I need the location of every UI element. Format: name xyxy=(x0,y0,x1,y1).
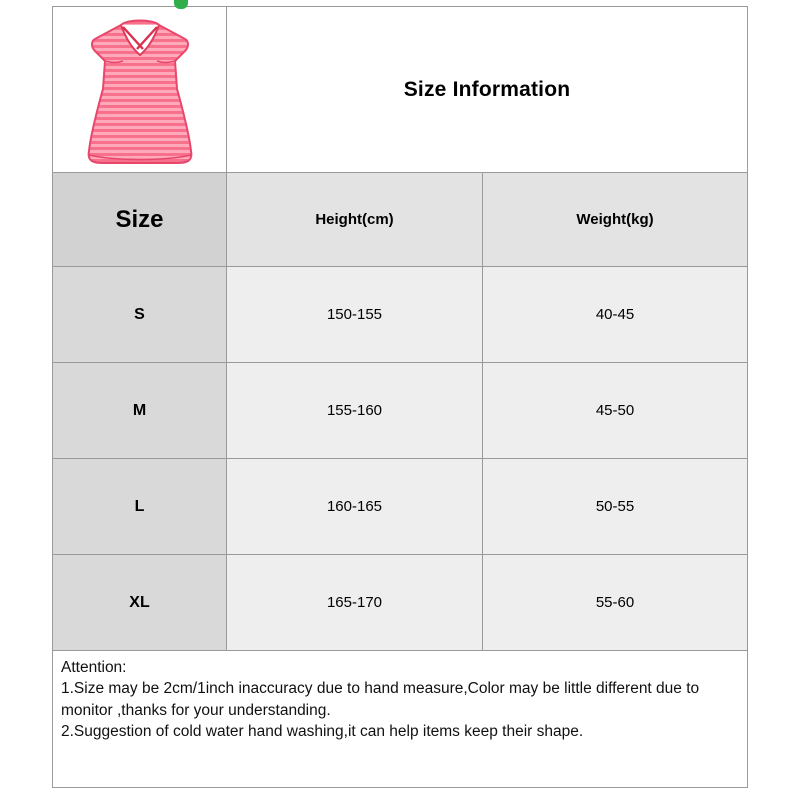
cell-weight: 40-45 xyxy=(483,267,747,363)
table-row xyxy=(53,363,747,459)
cell-size: M xyxy=(53,363,227,459)
cell-size: S xyxy=(53,267,227,363)
page-title: Size Information xyxy=(403,77,571,101)
attention-line-1: 1.Size may be 2cm/1inch inaccuracy due to hand measure,Color may be little different due to monitor ,thanks for your understanding. xyxy=(61,680,700,719)
cell-height: 155-160 xyxy=(227,363,483,459)
table-row xyxy=(53,555,747,651)
cell-weight: 45-50 xyxy=(483,363,747,459)
attention-line-2: 2.Suggestion of cold water hand washing,it can help items keep their shape. xyxy=(61,723,584,741)
table-row xyxy=(53,267,747,363)
cell-size: XL xyxy=(53,555,227,651)
cell-height: 150-155 xyxy=(227,267,483,363)
column-header-size: Size xyxy=(53,173,227,267)
column-header-weight: Weight(kg) xyxy=(483,173,747,267)
attention-heading: Attention: xyxy=(61,659,127,676)
chart-title-cell xyxy=(227,7,747,173)
product-image-cell xyxy=(53,7,227,173)
table-header-row xyxy=(53,173,747,267)
attention-note xyxy=(53,651,747,787)
column-header-height: Height(cm) xyxy=(227,173,483,267)
size-chart-table xyxy=(52,6,748,788)
cell-weight: 55-60 xyxy=(483,555,747,651)
chart-header-row xyxy=(53,7,747,173)
table-row xyxy=(53,459,747,555)
cell-height: 160-165 xyxy=(227,459,483,555)
cell-height: 165-170 xyxy=(227,555,483,651)
cell-size: L xyxy=(53,459,227,555)
dress-illustration-icon xyxy=(81,15,199,165)
cell-weight: 50-55 xyxy=(483,459,747,555)
